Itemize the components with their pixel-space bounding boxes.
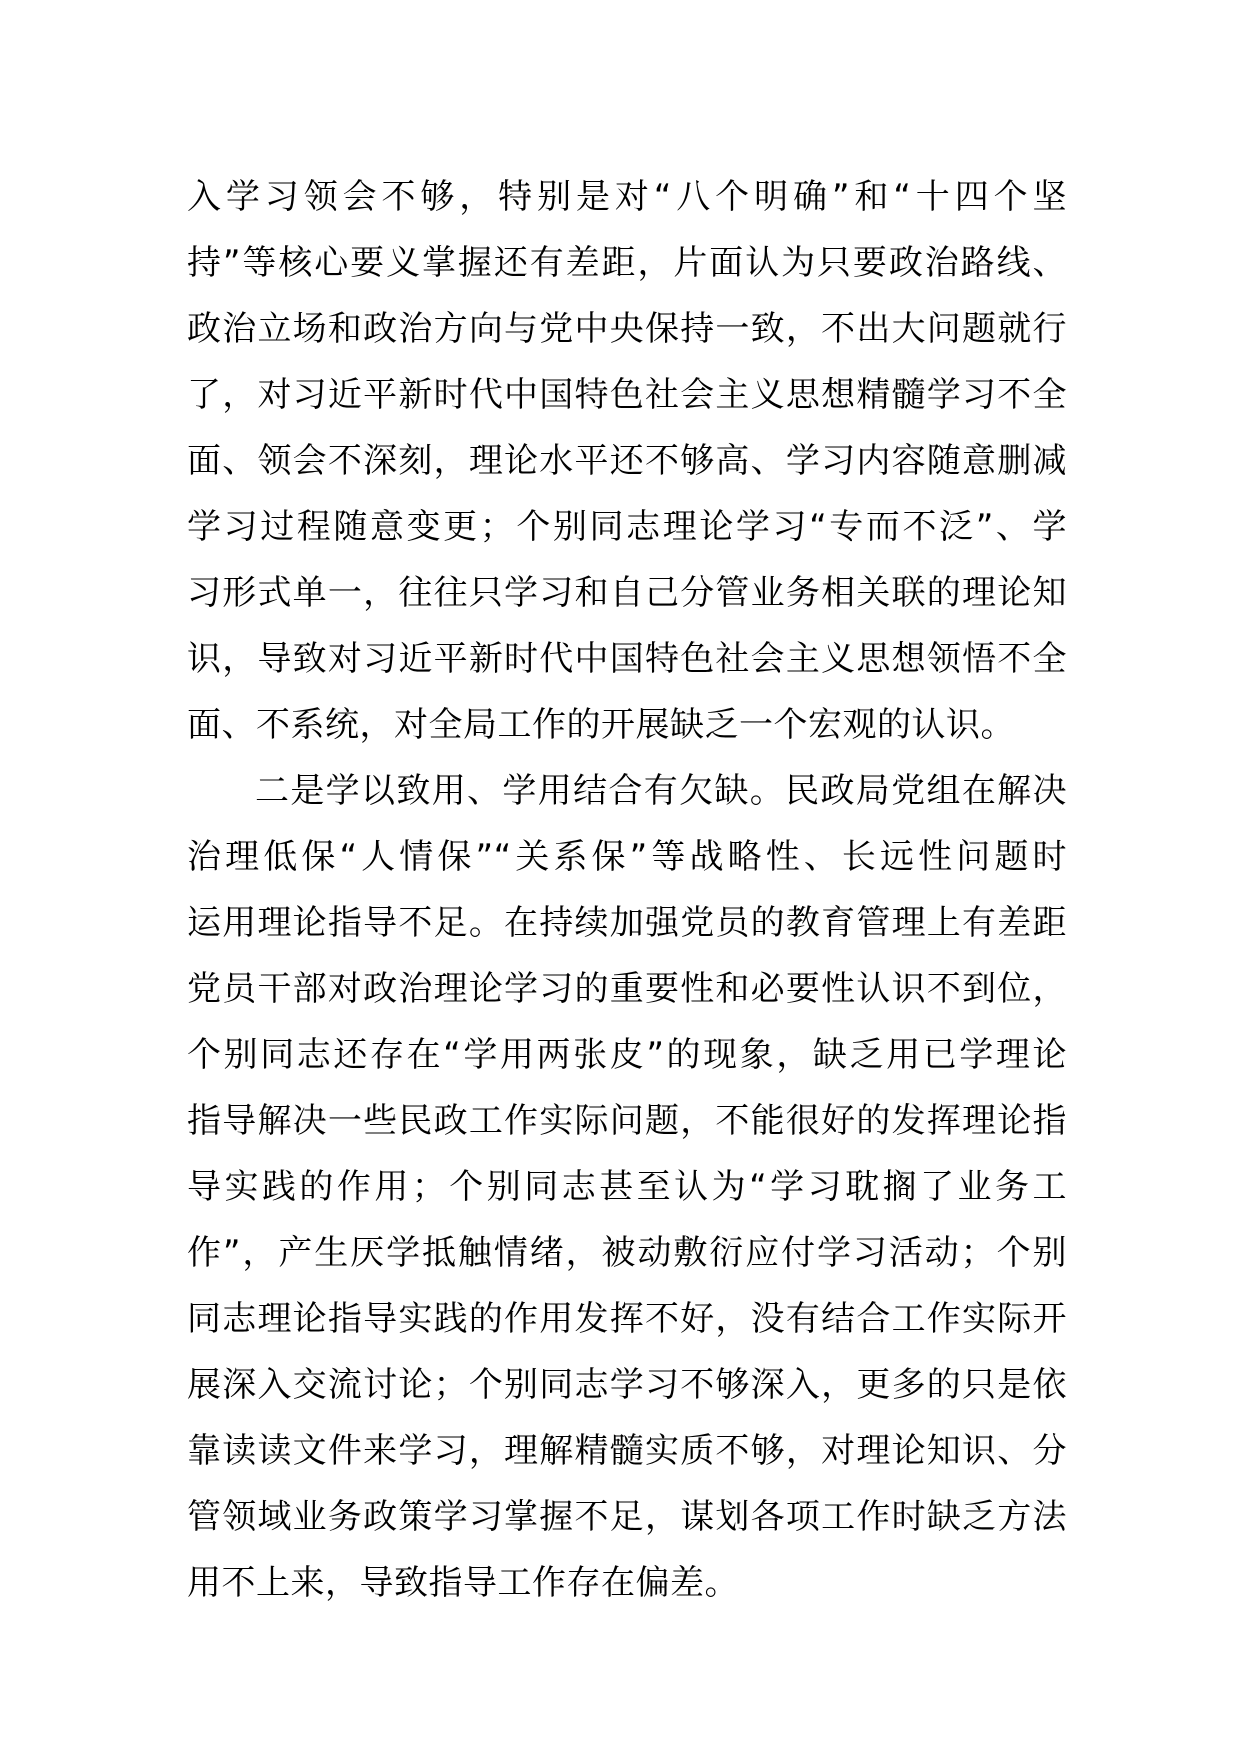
text-line: 二是学以致用、学用结合有欠缺。民政局党组在解决 xyxy=(255,771,1067,811)
text-line: 同志理论指导实践的作用发挥不好，没有结合工作实际开 xyxy=(187,1299,1067,1339)
document-body xyxy=(187,164,1067,1616)
text-line: 持”等核心要义掌握还有差距，片面认为只要政治路线、 xyxy=(187,243,1067,283)
text-line: 个别同志还存在“学用两张皮”的现象，缺乏用已学理论 xyxy=(187,1035,1067,1075)
text-line: 了，对习近平新时代中国特色社会主义思想精髓学习不全 xyxy=(187,375,1067,415)
text-line: 识，导致对习近平新时代中国特色社会主义思想领悟不全 xyxy=(187,639,1067,679)
text-line: 学习过程随意变更；个别同志理论学习“专而不泛”、学 xyxy=(187,507,1067,547)
text-line: 展深入交流讨论；个别同志学习不够深入，更多的只是依 xyxy=(187,1365,1067,1405)
paragraph-2 xyxy=(187,758,1067,1616)
text-line: 导实践的作用；个别同志甚至认为“学习耽搁了业务工 xyxy=(187,1167,1067,1207)
text-line: 政治立场和政治方向与党中央保持一致，不出大问题就行 xyxy=(187,309,1067,349)
text-line: 入学习领会不够，特别是对“八个明确”和“十四个坚 xyxy=(187,177,1067,217)
paragraph-1 xyxy=(187,164,1067,758)
text-line: 习形式单一，往往只学习和自己分管业务相关联的理论知 xyxy=(187,573,1067,613)
text-line: 作”，产生厌学抵触情绪，被动敷衍应付学习活动；个别 xyxy=(187,1233,1067,1273)
text-line: 用不上来，导致指导工作存在偏差。 xyxy=(187,1563,739,1603)
text-line: 治理低保“人情保”“关系保”等战略性、长远性问题时 xyxy=(187,837,1067,877)
text-line: 靠读读文件来学习，理解精髓实质不够，对理论知识、分 xyxy=(187,1431,1067,1471)
text-line: 运用理论指导不足。在持续加强党员的教育管理上有差距 xyxy=(187,903,1067,943)
text-line: 面、领会不深刻，理论水平还不够高、学习内容随意删减 xyxy=(187,441,1067,481)
text-line: 面、不系统，对全局工作的开展缺乏一个宏观的认识。 xyxy=(187,705,1015,745)
text-line: 指导解决一些民政工作实际问题，不能很好的发挥理论指 xyxy=(187,1101,1067,1141)
text-line: 管领域业务政策学习掌握不足，谋划各项工作时缺乏方法 xyxy=(187,1497,1067,1537)
text-line: 党员干部对政治理论学习的重要性和必要性认识不到位， xyxy=(187,969,1067,1009)
